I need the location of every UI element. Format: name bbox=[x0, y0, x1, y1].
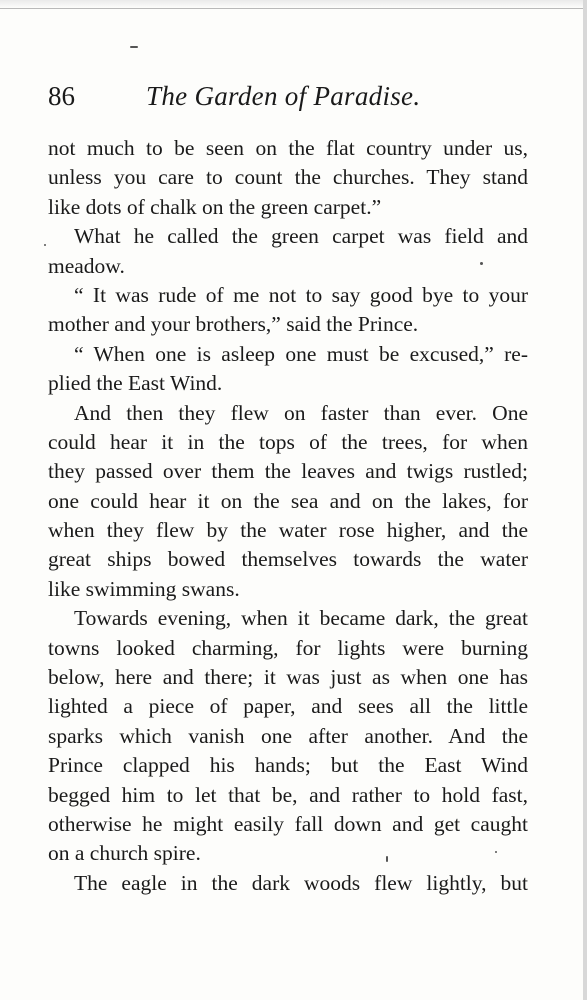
text-line: on a church spire. bbox=[48, 841, 201, 866]
page-number: 86 bbox=[48, 81, 75, 111]
text-line: could hear it in the tops of the trees, for when bbox=[48, 429, 528, 454]
text-line: What he called the green carpet was field and bbox=[74, 224, 528, 249]
text-line: otherwise he might easily fall down and get caught bbox=[48, 811, 528, 836]
text-line: like swimming swans. bbox=[48, 576, 240, 601]
running-title: The Garden of Paradise. bbox=[146, 81, 421, 111]
body-text bbox=[48, 134, 528, 898]
text-line: like dots of chalk on the green carpet.” bbox=[48, 194, 382, 219]
text-line: towns looked charming, for lights were burning bbox=[48, 635, 528, 660]
text-line: And then they flew on faster than ever. One bbox=[74, 400, 528, 425]
text-line: below, here and there; it was just as when one has bbox=[48, 665, 528, 690]
text-line: “ It was rude of me not to say good bye to your bbox=[74, 282, 528, 307]
page-header bbox=[48, 78, 534, 118]
text-line: unless you care to count the churches. They stand bbox=[48, 165, 528, 190]
text-line: one could hear it on the sea and on the lakes, for bbox=[48, 488, 528, 513]
text-line: plied the East Wind. bbox=[48, 371, 223, 396]
text-line: Prince clapped his hands; but the East Wind bbox=[48, 753, 528, 778]
text-line: when they flew by the water rose higher, and the bbox=[48, 518, 528, 543]
page-top-edge bbox=[0, 0, 587, 9]
text-line: begged him to let that be, and rather to hold fast, bbox=[48, 782, 528, 807]
text-line: mother and your brothers,” said the Prince. bbox=[48, 312, 419, 337]
text-line: meadow. bbox=[48, 253, 125, 278]
paper-speck bbox=[495, 851, 497, 853]
text-line: “ When one is asleep one must be excused,” re- bbox=[74, 341, 528, 366]
text-line: sparks which vanish one after another. And the bbox=[48, 723, 528, 748]
paper-speck bbox=[386, 856, 388, 862]
paper-speck bbox=[130, 46, 138, 48]
page-right-edge bbox=[583, 0, 587, 1000]
paper-speck bbox=[480, 262, 483, 265]
paper-speck bbox=[44, 244, 46, 246]
text-line: great ships bowed themselves towards the water bbox=[48, 547, 528, 572]
text-line: Towards evening, when it became dark, the great bbox=[74, 606, 528, 631]
text-line: The eagle in the dark woods flew lightly, but bbox=[74, 870, 528, 895]
text-line: they passed over them the leaves and twigs rustled; bbox=[48, 459, 528, 484]
text-line: not much to be seen on the flat country under us, bbox=[48, 136, 528, 160]
text-line: lighted a piece of paper, and sees all the little bbox=[48, 694, 528, 719]
